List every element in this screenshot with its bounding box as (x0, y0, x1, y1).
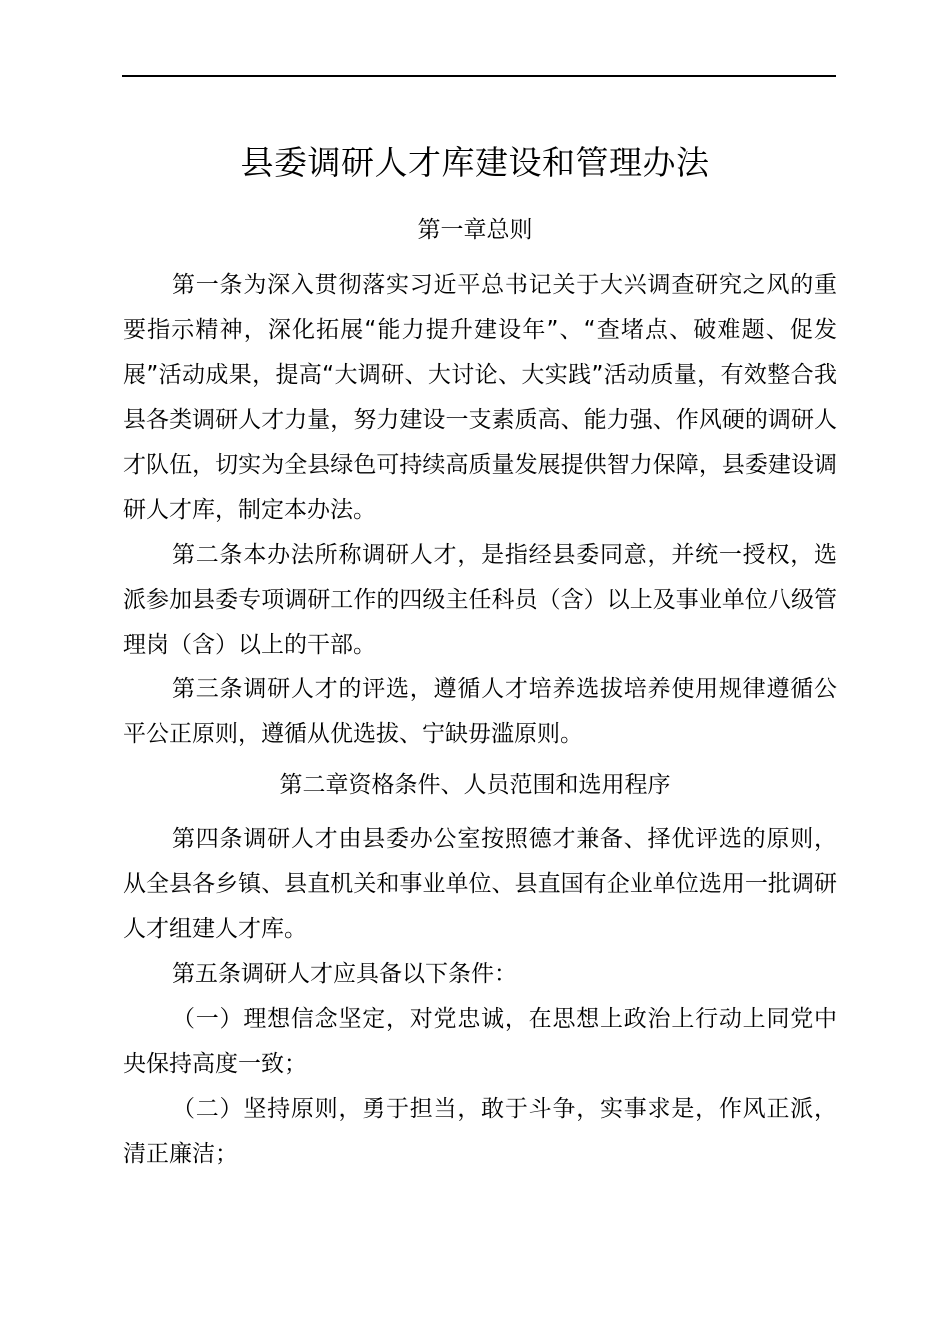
paragraph-condition-2: （二）坚持原则，勇于担当，敢于斗争，实事求是，作风正派，清正廉洁； (123, 1096, 837, 1167)
document-title: 县委调研人才库建设和管理办法 (240, 143, 710, 182)
paragraph-condition-1: （一）理想信念坚定，对党忠诚，在思想上政治上行动上同党中央保持高度一致； (123, 1006, 837, 1077)
chapter-heading-1: 第一章总则 (417, 217, 533, 243)
paragraph-article-2: 第二条本办法所称调研人才，是指经县委同意，并统一授权，选派参加县委专项调研工作的四级主任科员（含）以上及事业单位八级管理岗（含）以上的干部。 (123, 542, 837, 658)
paragraph-article-1: 第一条为深入贯彻落实习近平总书记关于大兴调查研究之风的重要指示精神，深化拓展“能力提升建设年”、“查堵点、破难题、促发展”活动成果，提高“大调研、大讨论、大实践”活动质量，有效整合我县各类调研人才力量，努力建设一支素质高、能力强、作风硬的调研人才队伍，切实为全县绿色可持续高质量发展提供智力保障，县委建设调研人才库，制定本办法。 (123, 272, 837, 523)
header-rule (122, 75, 836, 77)
paragraph-article-4: 第四条调研人才由县委办公室按照德才兼备、择优评选的原则，从全县各乡镇、县直机关和事业单位、县直国有企业单位选用一批调研人才组建人才库。 (123, 826, 837, 942)
paragraph-article-3: 第三条调研人才的评选，遵循人才培养选拔培养使用规律遵循公平公正原则，遵循从优选拔、宁缺毋滥原则。 (123, 676, 837, 747)
paragraph-article-5: 第五条调研人才应具备以下条件： (172, 961, 517, 987)
chapter-heading-2: 第二章资格条件、人员范围和选用程序 (279, 772, 671, 798)
